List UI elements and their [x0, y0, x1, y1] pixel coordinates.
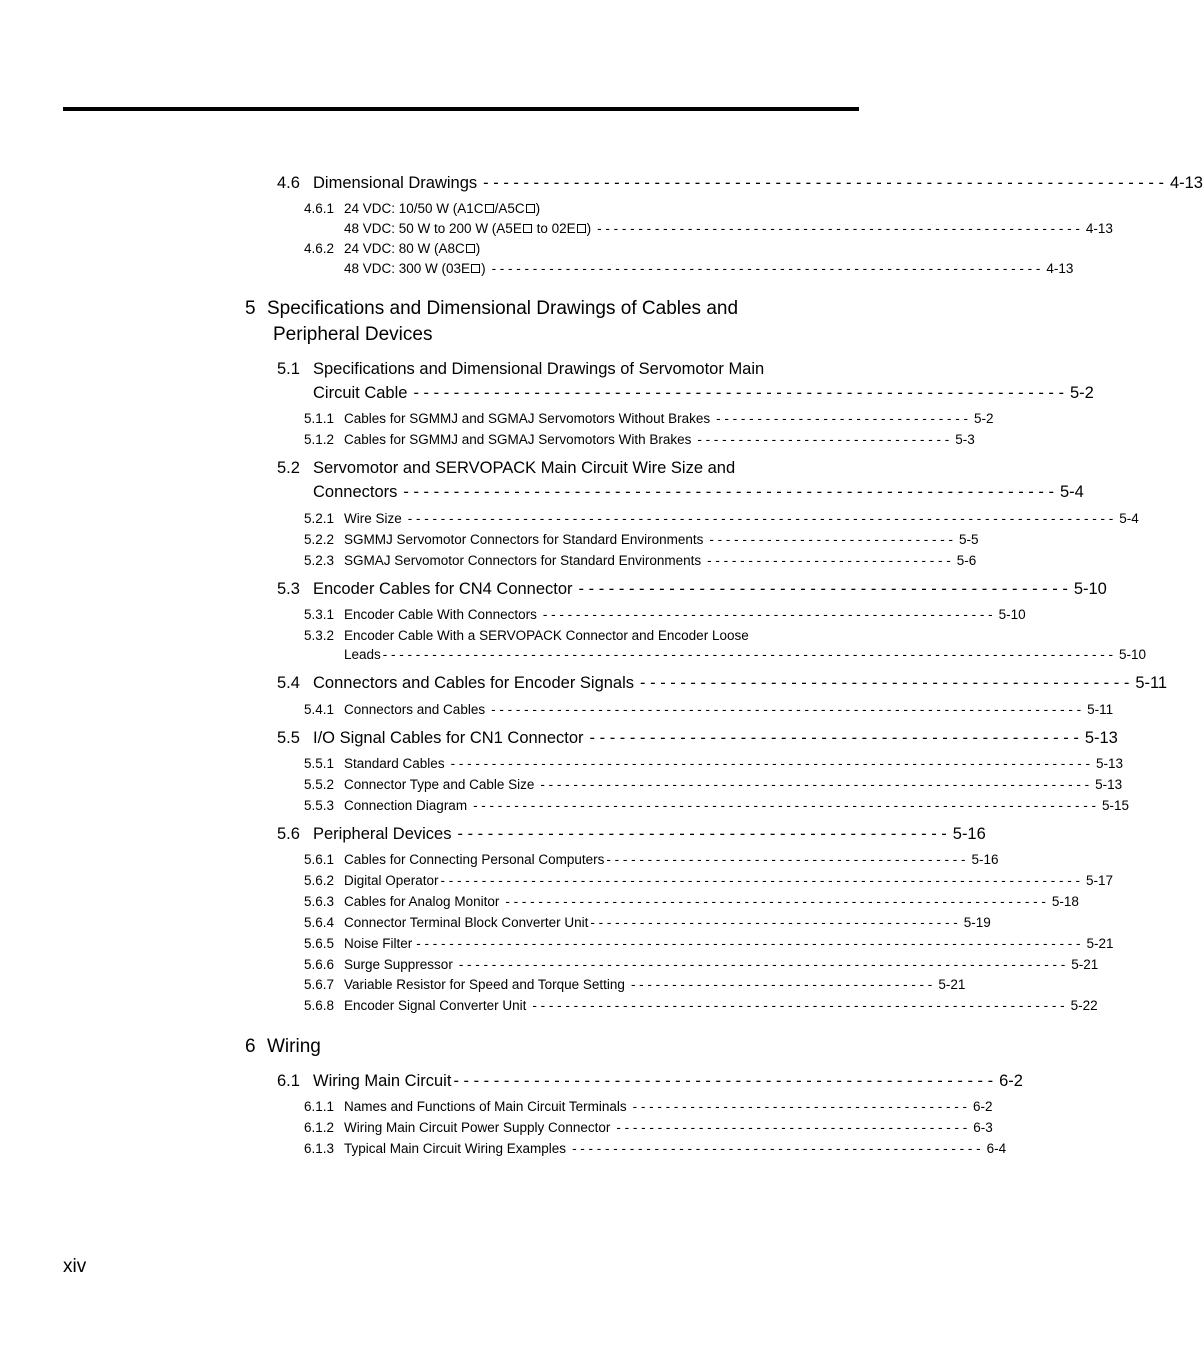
dot-leader: - - - - - - - - - - - - - - - - - - - - - - - - - - - - - - - - - - - - - - - - - - - - - - - - - - - - - - - - - - - - - - - - - — [413, 384, 1064, 402]
page-ref: 5-21 — [1071, 957, 1099, 972]
section-number: 4.6 — [277, 174, 300, 192]
section-number: 6.1 — [277, 1072, 300, 1090]
toc-entry-6-1-2[interactable] — [304, 1120, 993, 1135]
placeholder-box-icon — [485, 204, 494, 213]
page-ref: 5-3 — [955, 432, 975, 447]
subsection-title: Variable Resistor for Speed and Torque Setting — [344, 977, 625, 992]
section-number: 5.2 — [277, 459, 300, 477]
toc-entry-5-3[interactable] — [277, 580, 1107, 599]
chapter-5-heading[interactable] — [245, 298, 738, 320]
toc-entry-5-4-1[interactable] — [304, 702, 1114, 717]
page-ref: 6-3 — [973, 1120, 993, 1135]
subsection-title: 24 VDC: 10/50 W (A1C /A5C ) — [344, 201, 541, 216]
subsection-number: 6.1.1 — [304, 1099, 335, 1114]
chapter-title: Wiring — [267, 1036, 321, 1057]
toc-entry-4-6-1[interactable] — [304, 201, 813, 216]
subsection-number: 4.6.2 — [304, 241, 335, 256]
dot-leader: - - - - - - - - - - - - - - - - - - - - - - - - - - - - - - - - - - - - - - - - - - - - - - - - - - - - - - - — [542, 607, 993, 622]
dot-leader: - - - - - - - - - - - - - - - - - - - - - - - - - - - - - - - - - - - - - - - - - - - - - - - - - - - - - - - - - - - - - - - - - — [403, 483, 1054, 501]
section-title: Wiring Main Circuit — [313, 1072, 452, 1090]
page-ref: 5-4 — [1119, 511, 1139, 526]
page-ref: 5-2 — [974, 411, 994, 426]
toc-entry-5-3-2[interactable] — [304, 628, 813, 643]
toc-entry-5-5-3[interactable] — [304, 798, 1130, 813]
toc-entry-5-5-2[interactable] — [304, 777, 1123, 792]
dot-leader: - - - - - - - - - - - - - - - - - - - - - - - - - - - - - - - - - - - - - - - - - - - - - - - - - — [578, 580, 1068, 598]
toc-entry-5-6-8[interactable] — [304, 998, 1098, 1013]
subsection-number: 5.6.4 — [304, 915, 335, 930]
toc-entry-4-6[interactable] — [277, 174, 1203, 193]
toc-entry-6-1[interactable] — [277, 1072, 1023, 1091]
subsection-title-cont: 48 VDC: 50 W to 200 W (A5E to 02E ) — [344, 221, 592, 236]
subsection-number: 5.1.2 — [304, 432, 335, 447]
dot-leader: - - - - - - - - - - - - - - - - - - - - - - - - - - - - - - - - - - - - - - - - - - - - - - - - - - - - - - - - - - - - - - - - - - — [505, 894, 1046, 909]
page-ref: 5-11 — [1087, 702, 1114, 717]
page-ref: 5-13 — [1084, 729, 1118, 747]
toc-entry-4-6-1-cont[interactable] — [344, 221, 1113, 236]
dot-leader: - - - - - - - - - - - - - - - - - - - - - - - - - - - - - - - - - - - - - - - - - - - - - - - - - - - - - - - - - - - — [597, 221, 1080, 236]
subsection-title-cont: 48 VDC: 300 W (03E ) — [344, 261, 486, 276]
toc-entry-5-6-5[interactable] — [304, 936, 1114, 951]
subsection-number: 4.6.1 — [304, 201, 335, 216]
subsection-title: Wire Size — [344, 511, 402, 526]
dot-leader: - - - - - - - - - - - - - - - - - - - - - - - - - - - - - - - - - - - - - - - - - - - - - - - - - - - - - - - - - - - - - - - - - - - - - - - - - - - - - - — [450, 756, 1091, 771]
dot-leader: - - - - - - - - - - - - - - - - - - - - - - - - - - - - - - - - - - - - - - - - - - - - - - - - - — [457, 825, 947, 843]
chapter-5-heading-cont[interactable] — [273, 324, 432, 346]
subsection-title: Encoder Signal Converter Unit — [344, 998, 527, 1013]
page-ref: 5-2 — [1070, 384, 1094, 402]
toc-entry-5-6-6[interactable] — [304, 957, 1099, 972]
subsection-number: 5.6.2 — [304, 873, 335, 888]
page-ref: 5-15 — [1102, 798, 1130, 813]
section-title-cont: Circuit Cable — [313, 384, 408, 402]
page-ref: 5-16 — [971, 852, 999, 867]
page-number: xiv — [63, 1256, 87, 1277]
page-ref: 5-22 — [1070, 998, 1098, 1013]
toc-entry-5-1-1[interactable] — [304, 411, 994, 426]
subsection-title: SGMMJ Servomotor Connectors for Standard Environments — [344, 532, 704, 547]
dot-leader: - - - - - - - - - - - - - - - - - - - - - - - - - - - - - - - - - - - - - - - - - - - — [616, 1120, 968, 1135]
subsection-title: Encoder Cable With Connectors — [344, 607, 537, 622]
dot-leader: - - - - - - - - - - - - - - - - - - - - - - - - - - - - - - — [707, 553, 951, 568]
subsection-number: 5.6.1 — [304, 852, 335, 867]
section-number: 5.6 — [277, 825, 300, 843]
dot-leader: - - - - - - - - - - - - - - - - - - - - - - - - - - - - - - - - - - - - - - - - - - - - - - - - - — [589, 729, 1079, 747]
section-title: Servomotor and SERVOPACK Main Circuit Wire Size and — [313, 459, 736, 477]
subsection-number: 5.6.8 — [304, 998, 335, 1013]
subsection-title-cont: Leads — [344, 647, 381, 662]
subsection-title: Cables for SGMMJ and SGMAJ Servomotors Without Brakes — [344, 411, 711, 426]
dot-leader: - - - - - - - - - - - - - - - - - - - - - - - - - - - - - - — [709, 532, 954, 547]
page-ref: 5-21 — [938, 977, 966, 992]
subsection-title: Connector Terminal Block Converter Unit — [344, 915, 589, 930]
subsection-number: 5.2.2 — [304, 532, 335, 547]
page-ref: 5-11 — [1135, 674, 1168, 692]
page-ref: 5-16 — [952, 825, 986, 843]
subsection-title: Connectors and Cables — [344, 702, 486, 717]
subsection-title: 24 VDC: 80 W (A8C ) — [344, 241, 481, 256]
chapter-number: 6 — [245, 1036, 256, 1057]
page-ref: 5-10 — [998, 607, 1026, 622]
subsection-number: 5.4.1 — [304, 702, 335, 717]
toc-entry-5-6[interactable] — [277, 825, 986, 844]
toc-entry-5-2-2[interactable] — [304, 532, 979, 547]
page-ref: 5-13 — [1096, 756, 1124, 771]
section-title: Dimensional Drawings — [313, 174, 478, 192]
page-ref: 6-4 — [986, 1141, 1007, 1156]
subsection-title: Cables for SGMMJ and SGMAJ Servomotors With Brakes — [344, 432, 692, 447]
page-ref: 5-18 — [1051, 894, 1079, 909]
dot-leader: - - - - - - - - - - - - - - - - - - - - - - - - - - - - - - - — [716, 411, 969, 426]
toc-entry-5-1-cont[interactable] — [313, 384, 1094, 403]
page-ref: 5-10 — [1073, 580, 1107, 598]
dot-leader: - - - - - - - - - - - - - - - - - - - - - - - - - - - - - - - - - - - - - - - - - — [632, 1099, 967, 1114]
toc-entry-5-5-1[interactable] — [304, 756, 1124, 771]
subsection-title: Cables for Connecting Personal Computers — [344, 852, 605, 867]
section-title: Connectors and Cables for Encoder Signals — [313, 674, 635, 692]
subsection-title: Surge Suppressor — [344, 957, 453, 972]
toc-entry-5-6-3[interactable] — [304, 894, 1079, 909]
placeholder-box-icon — [577, 224, 586, 233]
subsection-title: Names and Functions of Main Circuit Terminals — [344, 1099, 627, 1114]
page-ref: 5-17 — [1086, 873, 1114, 888]
subsection-number: 6.1.2 — [304, 1120, 335, 1135]
toc-entry-5-6-1[interactable] — [304, 852, 999, 867]
toc-entry-5-1[interactable] — [277, 360, 813, 379]
subsection-number: 5.2.1 — [304, 511, 335, 526]
section-number: 5.4 — [277, 674, 300, 692]
page-ref: 5-13 — [1095, 777, 1123, 792]
subsection-number: 5.6.7 — [304, 977, 335, 992]
subsection-number: 5.1.1 — [304, 411, 335, 426]
subsection-number: 5.2.3 — [304, 553, 335, 568]
chapter-title: Specifications and Dimensional Drawings of Cables and — [267, 298, 739, 319]
toc-entry-5-2-cont[interactable] — [313, 483, 1084, 502]
toc-entry-5-6-4[interactable] — [304, 915, 991, 930]
toc-entry-5-3-1[interactable] — [304, 607, 1026, 622]
subsection-number: 5.6.3 — [304, 894, 335, 909]
subsection-number: 5.6.6 — [304, 957, 335, 972]
toc-entry-6-1-3[interactable] — [304, 1141, 1007, 1156]
toc-entry-5-6-2[interactable] — [304, 873, 1114, 888]
page-ref: 4-13 — [1085, 221, 1113, 236]
subsection-title: Typical Main Circuit Wiring Examples — [344, 1141, 567, 1156]
page-ref: 6-2 — [999, 1072, 1023, 1090]
page-ref: 5-4 — [1059, 483, 1084, 501]
dot-leader: - - - - - - - - - - - - - - - - - - - - - - - - - - - - - - - - - - - - - - - - - - - - - - - - - - - - - - - - - - - - - - - - - - - - - - - - - - - - - - — [440, 873, 1081, 888]
chapter-number: 5 — [245, 298, 256, 319]
section-title: Specifications and Dimensional Drawings of Servomotor Main — [313, 360, 765, 378]
subsection-number: 5.3.2 — [304, 628, 335, 643]
subsection-title: Connector Type and Cable Size — [344, 777, 535, 792]
toc-entry-6-1-1[interactable] — [304, 1099, 993, 1114]
placeholder-box-icon — [526, 204, 535, 213]
dot-leader: - - - - - - - - - - - - - - - - - - - - - - - - - - - - - - - - - - - - - - - - - - - - - - - - - - - - - - - - - - - - - - - - - - - - - - - - - - - - - - - - - - - - - - - - - — [382, 647, 1113, 662]
placeholder-box-icon — [471, 264, 480, 273]
page-ref: 4-13 — [1046, 261, 1074, 276]
placeholder-box-icon — [466, 244, 475, 253]
toc-entry-4-6-2[interactable] — [304, 241, 813, 256]
chapter-6-heading[interactable] — [245, 1036, 321, 1058]
subsection-title: SGMAJ Servomotor Connectors for Standard Environments — [344, 553, 702, 568]
section-number: 5.3 — [277, 580, 300, 598]
toc-entry-4-6-2-cont[interactable] — [344, 261, 1074, 276]
toc-entry-5-2-3[interactable] — [304, 553, 977, 568]
dot-leader: - - - - - - - - - - - - - - - - - - - - - - - - - - - - - - - - - - - - - — [630, 977, 933, 992]
subsection-title: Noise Filter — [344, 936, 413, 951]
toc-entry-5-6-7[interactable] — [304, 977, 966, 992]
subsection-title: Cables for Analog Monitor — [344, 894, 500, 909]
section-title: Encoder Cables for CN4 Connector — [313, 580, 573, 598]
subsection-number: 5.5.2 — [304, 777, 335, 792]
toc-entry-5-3-2-cont[interactable] — [344, 647, 1147, 662]
toc-entry-5-2-1[interactable] — [304, 511, 1139, 526]
toc-entry-5-1-2[interactable] — [304, 432, 975, 447]
subsection-number: 5.6.5 — [304, 936, 335, 951]
dot-leader: - - - - - - - - - - - - - - - - - - - - - - - - - - - - - - - - - - - - - - - - - - - - - - - - - - - - - - — [453, 1072, 994, 1090]
subsection-title: Encoder Cable With a SERVOPACK Connector and Encoder Loose — [344, 628, 749, 643]
dot-leader: - - - - - - - - - - - - - - - - - - - - - - - - - - - - - - - - - - - - - - - - - - - - - - - - - - - - - - - - - - - - - - - - - - - - - - - - - - - - - - - - - — [416, 936, 1081, 951]
dot-leader: - - - - - - - - - - - - - - - - - - - - - - - - - - - - - - - - - - - - - - - - - - - - - - - - - - - - - - - - - - - - - - - - - - - - - - - - - - - - - - - - - - - - - - — [407, 511, 1114, 526]
dot-leader: - - - - - - - - - - - - - - - - - - - - - - - - - - - - - - - - - - - - - - - - - - - - - - - - - - - - - - - - - - - - - - - - - — [532, 998, 1065, 1013]
chapter-title-cont: Peripheral Devices — [273, 324, 433, 345]
dot-leader: - - - - - - - - - - - - - - - - - - - - - - - - - - - - - - - - - - - - - - - - - - - - - - - - - - - - - - - - - - - - - - - - - - - - - - - - - - - - — [473, 798, 1097, 813]
page-ref: 4-13 — [1169, 174, 1203, 192]
page-ref: 5-6 — [956, 553, 977, 568]
toc-entry-5-2[interactable] — [277, 459, 813, 478]
toc-entry-5-5[interactable] — [277, 729, 1118, 748]
subsection-title: Wiring Main Circuit Power Supply Connector — [344, 1120, 611, 1135]
dot-leader: - - - - - - - - - - - - - - - - - - - - - - - - - - - - - - - - - - - - - - - - - - - - - - - - - — [640, 674, 1130, 692]
section-title: I/O Signal Cables for CN1 Connector — [313, 729, 584, 747]
dot-leader: - - - - - - - - - - - - - - - - - - - - - - - - - - - - - - - - - - - - - - - - - - - - - — [590, 915, 958, 930]
toc-entry-5-4[interactable] — [277, 674, 1168, 693]
dot-leader: - - - - - - - - - - - - - - - - - - - - - - - - - - - - - - - - - - - - - - - - - - - - - - - - - - — [572, 1141, 981, 1156]
subsection-title: Standard Cables — [344, 756, 445, 771]
section-number: 5.1 — [277, 360, 300, 378]
dot-leader: - - - - - - - - - - - - - - - - - - - - - - - - - - - - - - - - - - - - - - - - - - - - - - - - - - - - - - - - - - - - - - - - - - - — [540, 777, 1090, 792]
page-ref: 5-5 — [959, 532, 979, 547]
section-title-cont: Connectors — [313, 483, 398, 501]
dot-leader: - - - - - - - - - - - - - - - - - - - - - - - - - - - - - - - - - - - - - - - - - - - - — [606, 852, 966, 867]
section-title: Peripheral Devices — [313, 825, 452, 843]
subsection-number: 5.3.1 — [304, 607, 335, 622]
dot-leader: - - - - - - - - - - - - - - - - - - - - - - - - - - - - - - - - - - - - - - - - - - - - - - - - - - - - - - - - - - - - - - - - - - - - — [483, 174, 1164, 192]
section-number: 5.5 — [277, 729, 300, 747]
page-ref: 5-19 — [963, 915, 991, 930]
page-ref: 5-10 — [1118, 647, 1147, 662]
dot-leader: - - - - - - - - - - - - - - - - - - - - - - - - - - - - - - - - - - - - - - - - - - - - - - - - - - - - - - - - - - - - - - - - - - - - - - - - — [491, 702, 1082, 717]
page-ref: 6-2 — [972, 1099, 993, 1114]
subsection-title: Connection Diagram — [344, 798, 468, 813]
page-ref: 5-21 — [1086, 936, 1114, 951]
subsection-number: 6.1.3 — [304, 1141, 335, 1156]
dot-leader: - - - - - - - - - - - - - - - - - - - - - - - - - - - - - - - — [697, 432, 950, 447]
subsection-number: 5.5.3 — [304, 798, 335, 813]
dot-leader: - - - - - - - - - - - - - - - - - - - - - - - - - - - - - - - - - - - - - - - - - - - - - - - - - - - - - - - - - - - - - - - - - - - — [491, 261, 1041, 276]
placeholder-box-icon — [523, 224, 532, 233]
subsection-title: Digital Operator — [344, 873, 439, 888]
dot-leader: - - - - - - - - - - - - - - - - - - - - - - - - - - - - - - - - - - - - - - - - - - - - - - - - - - - - - - - - - - - - - - - - - - - - - - - - - - — [458, 957, 1066, 972]
subsection-number: 5.5.1 — [304, 756, 335, 771]
